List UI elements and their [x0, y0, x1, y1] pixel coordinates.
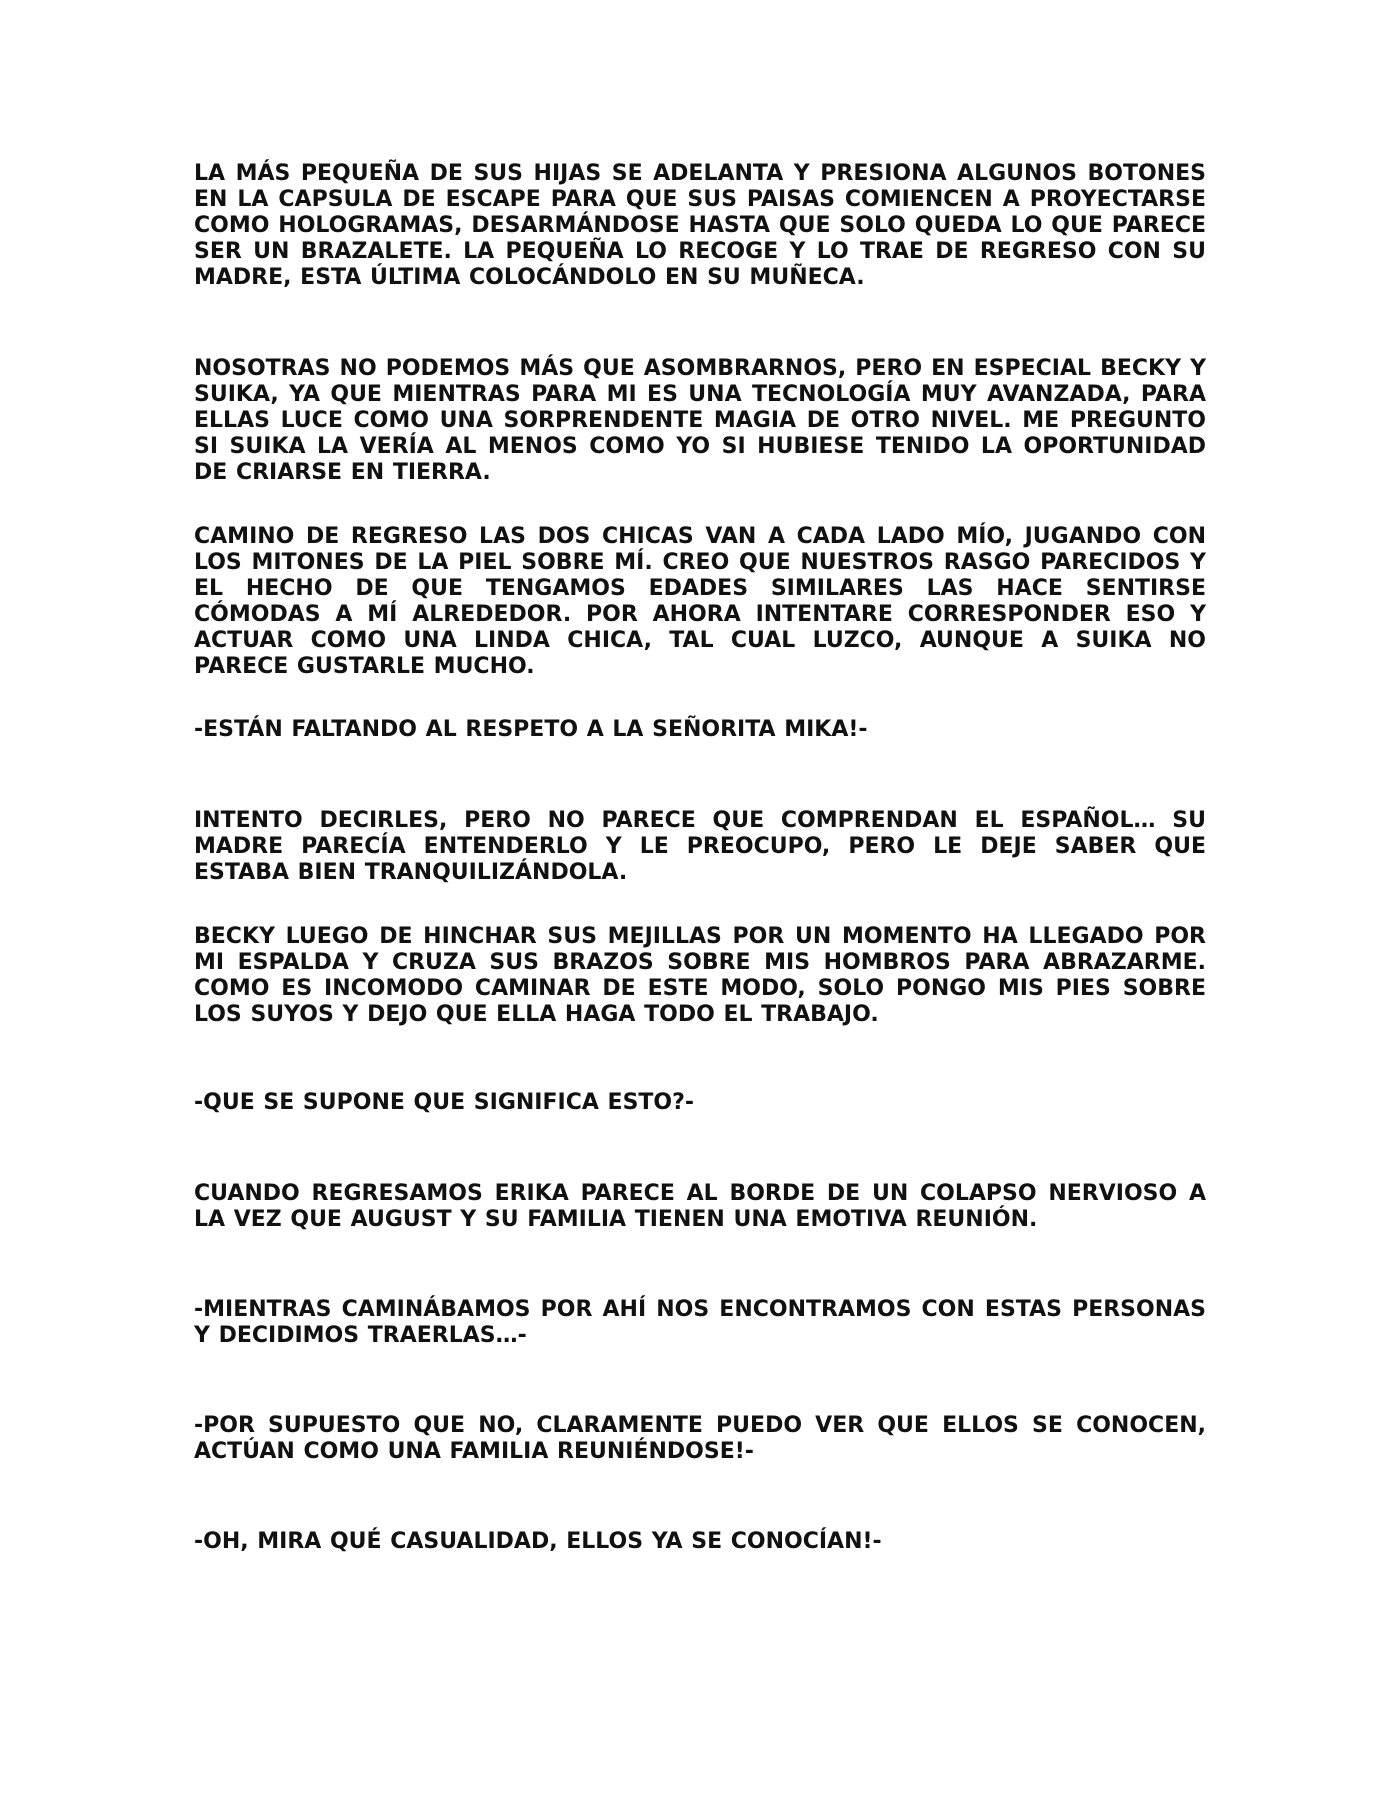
paragraph-2: NOSOTRAS NO PODEMOS MÁS QUE ASOMBRARNOS, PERO EN ESPECIAL BECKY Y SUIKA, YA QUE MIENTRAS PARA MI ES UNA TECNOLOGÍA MUY AVANZADA, PARA ELLAS LUCE COMO UNA SORPRENDENTE MAGIA DE OTRO NIVEL. ME PREGUNTO SI SUIKA LA VERÍA AL MENOS COMO YO SI HUBIESE TENIDO LA OPORTUNIDAD DE CRIARSE EN TIERRA. — [194, 356, 1206, 485]
dialogue-line-2: -QUE SE SUPONE QUE SIGNIFICA ESTO?- — [194, 1090, 695, 1115]
paragraph-1: LA MÁS PEQUEÑA DE SUS HIJAS SE ADELANTA Y PRESIONA ALGUNOS BOTONES EN LA CAPSULA DE ESCAPE PARA QUE SUS PAISAS COMIENCEN A PROYECTARSE COMO HOLOGRAMAS, DESARMÁNDOSE HASTA QUE SOLO QUEDA LO QUE PARECE SER UN BRAZALETE. LA PEQUEÑA LO RECOGE Y LO TRAE DE REGRESO CON SU MADRE, ESTA ÚLTIMA COLOCÁNDOLO EN SU MUÑECA. — [194, 161, 1206, 290]
dialogue-line-5: -OH, MIRA QUÉ CASUALIDAD, ELLOS YA SE CONOCÍAN!- — [194, 1529, 882, 1554]
dialogue-line-4: -POR SUPUESTO QUE NO, CLARAMENTE PUEDO VER QUE ELLOS SE CONOCEN, ACTÚAN COMO UNA FAMILIA REUNIÉNDOSE!- — [194, 1413, 1206, 1464]
paragraph-6: CUANDO REGRESAMOS ERIKA PARECE AL BORDE DE UN COLAPSO NERVIOSO A LA VEZ QUE AUGUST Y SU FAMILIA TIENEN UNA EMOTIVA REUNIÓN. — [194, 1181, 1206, 1232]
dialogue-line-1: -ESTÁN FALTANDO AL RESPETO A LA SEÑORITA MIKA!- — [194, 717, 868, 742]
paragraph-3: CAMINO DE REGRESO LAS DOS CHICAS VAN A CADA LADO MÍO, JUGANDO CON LOS MITONES DE LA PIEL SOBRE MÍ. CREO QUE NUESTROS RASGO PARECIDOS Y EL HECHO DE QUE TENGAMOS EDADES SIMILARES LAS HACE SENTIRSE CÓMODAS A MÍ ALREDEDOR. POR AHORA INTENTARE CORRESPONDER ESO Y ACTUAR COMO UNA LINDA CHICA, TAL CUAL LUZCO, AUNQUE A SUIKA NO PARECE GUSTARLE MUCHO. — [194, 524, 1206, 679]
paragraph-5: BECKY LUEGO DE HINCHAR SUS MEJILLAS POR UN MOMENTO HA LLEGADO POR MI ESPALDA Y CRUZA SUS BRAZOS SOBRE MIS HOMBROS PARA ABRAZARME. COMO ES INCOMODO CAMINAR DE ESTE MODO, SOLO PONGO MIS PIES SOBRE LOS SUYOS Y DEJO QUE ELLA HAGA TODO EL TRABAJO. — [194, 924, 1206, 1027]
paragraph-4: INTENTO DECIRLES, PERO NO PARECE QUE COMPRENDAN EL ESPAÑOL… SU MADRE PARECÍA ENTENDERLO Y LE PREOCUPO, PERO LE DEJE SABER QUE ESTABA BIEN TRANQUILIZÁNDOLA. — [194, 808, 1206, 885]
dialogue-line-3: -MIENTRAS CAMINÁBAMOS POR AHÍ NOS ENCONTRAMOS CON ESTAS PERSONAS Y DECIDIMOS TRAERLAS…- — [194, 1297, 1206, 1348]
